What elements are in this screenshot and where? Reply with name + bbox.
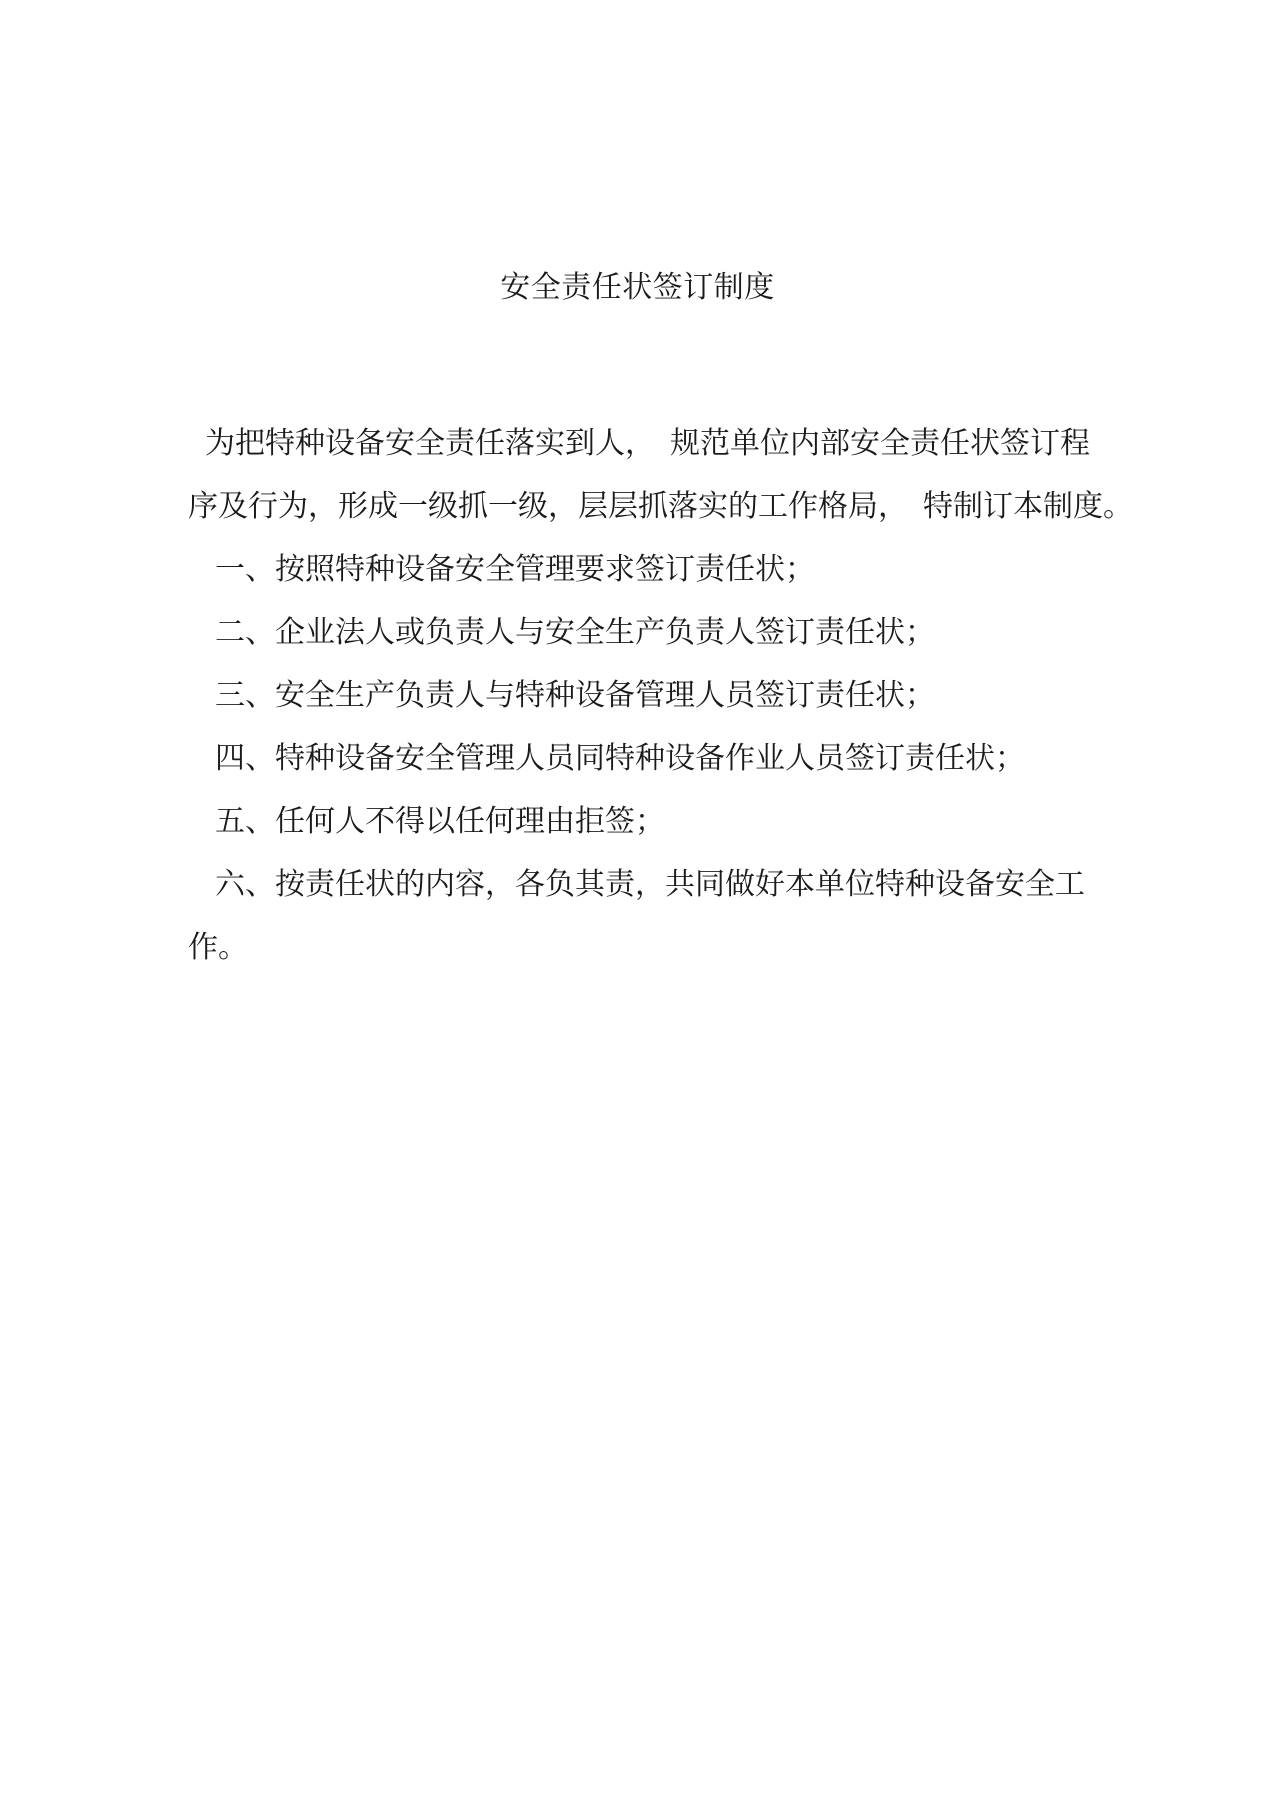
list-item-3: 三、安全生产负责人与特种设备管理人员签订责任状； (215, 679, 935, 712)
list-item-2: 二、企业法人或负责人与安全生产负责人签订责任状； (215, 616, 935, 649)
document-body (188, 412, 1133, 979)
list-item-6-line-2: 作。 (188, 931, 248, 964)
paragraph-line-2: 序及行为，形成一级抓一级，层层抓落实的工作格局， 特制订本制度。 (188, 490, 1133, 523)
list-item-1: 一、按照特种设备安全管理要求签订责任状； (215, 553, 815, 586)
list-item-6-line-1: 六、按责任状的内容，各负其责，共同做好本单位特种设备安全工 (215, 868, 1085, 901)
paragraph-line-1: 为把特种设备安全责任落实到人， 规范单位内部安全责任状签订程 (205, 427, 1090, 460)
list-item-4: 四、特种设备安全管理人员同特种设备作业人员签订责任状； (215, 742, 1025, 775)
document-title: 安全责任状签订制度 (500, 271, 775, 304)
list-item-5: 五、任何人不得以任何理由拒签； (215, 805, 665, 838)
